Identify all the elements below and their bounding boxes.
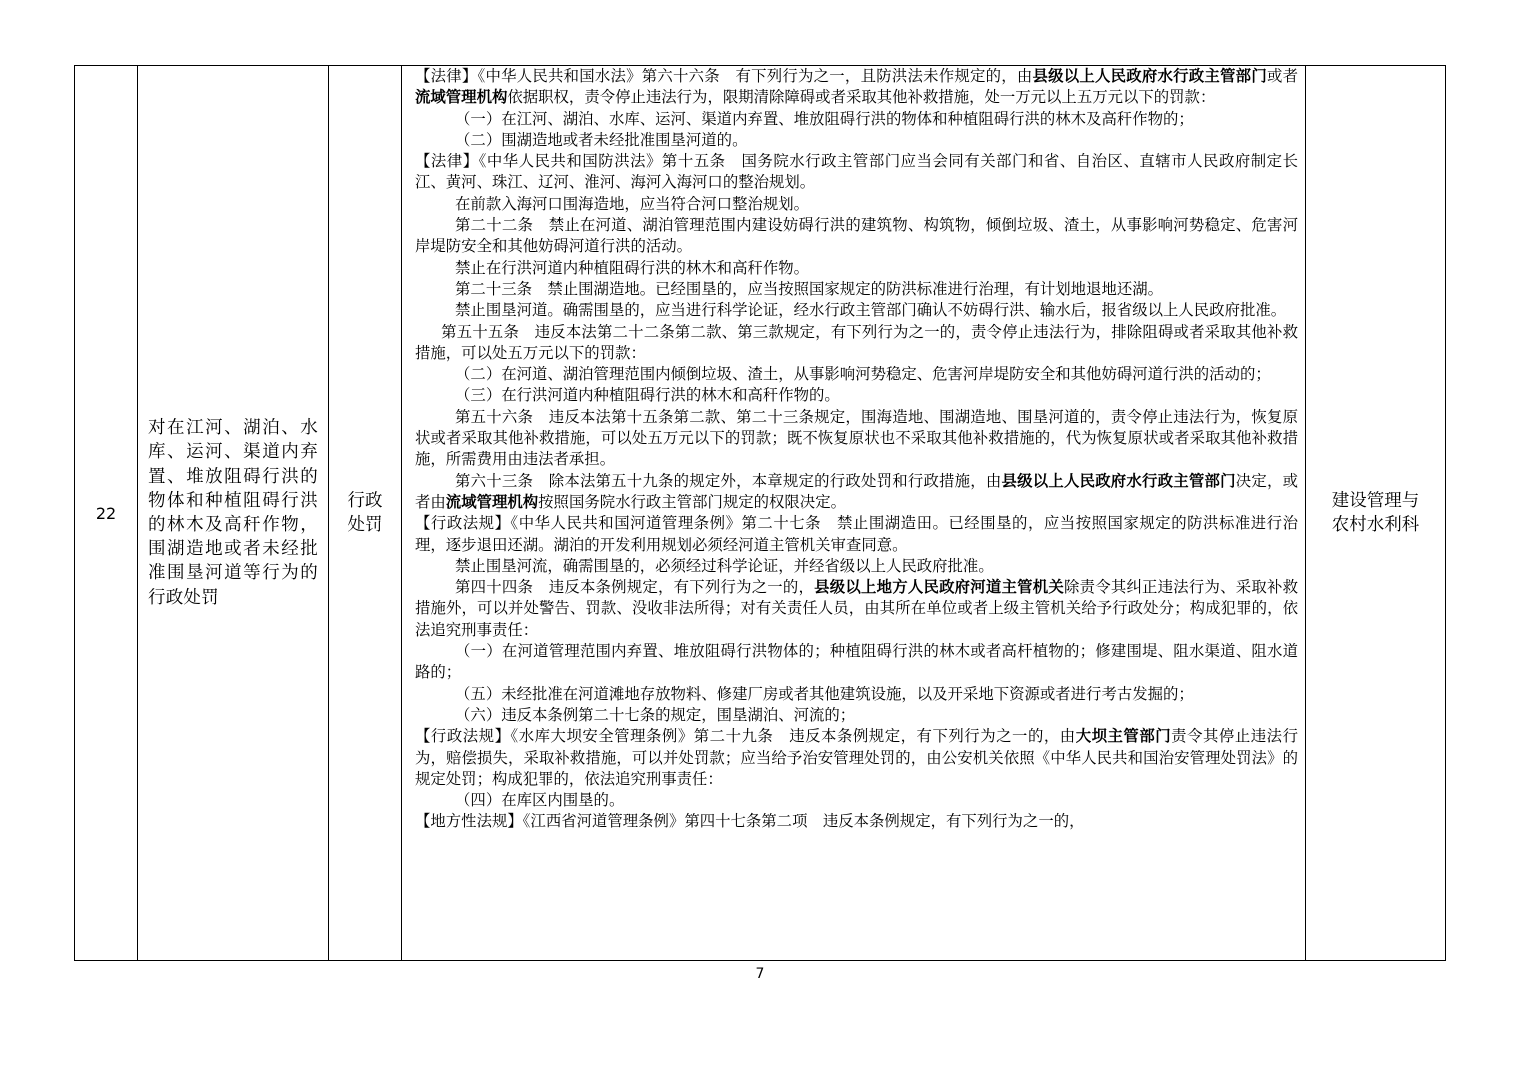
authority-highlight: 流域管理机构 [415, 88, 508, 107]
legal-text: 第二十三条 禁止围湖造地。已经围垦的，应当按照国家规定的防洪标准进行治理，有计划地退地还湖。 [455, 279, 1164, 298]
legal-basis-paragraph [415, 300, 1298, 321]
row-number-cell [75, 66, 137, 960]
legal-text: 依据职权，责令停止违法行为，限期清除障碍或者采取其他补救措施，处一万元以上五万元以下的罚款： [507, 88, 1216, 107]
legal-basis-paragraph [415, 258, 1298, 279]
row-number: 22 [95, 503, 117, 523]
legal-basis-paragraph [415, 577, 1298, 641]
legal-text: 禁止围垦河道。确需围垦的，应当进行科学论证，经水行政主管部门确认不妨碍行洪、输水后，报省级以上人民政府批准。 [455, 301, 1287, 320]
authority-highlight: 县级以上人民政府水行政主管部门 [1032, 67, 1267, 85]
item-name: 对在江河、湖泊、水库、运河、渠道内弃置、堆放阻碍行洪的物体和种植阻碍行洪的林木及高秆作物，围湖造地或者未经批准围垦河道等行为的行政处罚 [148, 418, 318, 608]
legal-basis-paragraph [415, 66, 1298, 109]
authority-highlight: 县级以上人民政府水行政主管部门 [1001, 471, 1236, 490]
legal-basis-paragraph [415, 364, 1298, 385]
legal-basis-paragraph [415, 641, 1298, 684]
legal-basis-paragraph [415, 109, 1298, 130]
authority-highlight: 县级以上地方人民政府河道主管机关 [814, 578, 1064, 597]
legal-basis-text [415, 66, 1298, 833]
legal-text: （三）在行洪河道内种植阻碍行洪的林木和高秆作物的。 [455, 386, 840, 405]
department-line1: 建设管理与 [1331, 491, 1420, 511]
legal-basis-paragraph [415, 513, 1298, 556]
legal-basis-paragraph [415, 130, 1298, 151]
department-line2: 农村水利科 [1331, 515, 1420, 535]
legal-text: 禁止在行洪河道内种植阻碍行洪的林木和高秆作物。 [455, 258, 810, 277]
penalty-type-cell [329, 66, 401, 960]
legal-text: 第六十三条 除本法第五十九条的规定外，本章规定的行政处罚和行政措施，由 [455, 471, 1002, 490]
legal-basis-paragraph [415, 471, 1298, 514]
legal-text: 责令其停止违法行为，赔偿损失，采取补救措施，可以并处罚款；应当给予治安管理处罚的，由公安机关依照《中华人民共和国治安管理处罚法》的规定处罚；构成犯罪的，依法追究刑事责任： [415, 727, 1298, 788]
legal-basis-paragraph [415, 151, 1298, 194]
legal-text: 第五十六条 违反本法第十五条第二款、第二十三条规定，围海造地、围湖造地、围垦河道的，责令停止违法行为，恢复原状或者采取其他补救措施，可以处五万元以下的罚款；既不恢复原状也不采取其他补救措施的，代为恢复原状或者采取其他补救措施，所需费用由违法者承担。 [415, 407, 1298, 469]
legal-text: 【地方性法规】《江西省河道管理条例》第四十七条第二项 违反本条例规定，有下列行为之一的， [415, 812, 1085, 831]
legal-text: 第五十五条 违反本法第二十二条第二款、第三款规定，有下列行为之一的，责令停止违法行为，排除阻碍或者采取其他补救措施，可以处五万元以下的罚款： [415, 322, 1298, 362]
authority-highlight: 大坝主管部门 [1075, 727, 1172, 746]
penalty-type-line2: 处罚 [347, 515, 383, 535]
legal-text: （一）在河道管理范围内弃置、堆放阻碍行洪物体的；种植阻碍行洪的林木或者高杆植物的；修建围堤、阻水渠道、阻水道路的； [415, 642, 1298, 682]
legal-basis-paragraph [415, 705, 1298, 726]
legal-text: 【法律】《中华人民共和国水法》第六十六条 有下列行为之一，且防洪法未作规定的，由 [415, 67, 1033, 85]
legal-text: 或者 [1266, 67, 1298, 85]
legal-basis-paragraph [415, 811, 1298, 832]
legal-text: 第二十二条 禁止在河道、湖泊管理范围内建设妨碍行洪的建筑物、构筑物，倾倒垃圾、渣土，从事影响河势稳定、危害河岸堤防安全和其他妨碍河道行洪的活动。 [415, 216, 1298, 256]
penalty-type-line1: 行政 [347, 491, 383, 511]
page-number: 7 [755, 966, 765, 982]
legal-basis-paragraph [415, 279, 1298, 300]
enforcement-table [74, 65, 1446, 961]
legal-text: （五）未经批准在河道滩地存放物料、修建厂房或者其他建筑设施，以及开采地下资源或者进行考古发掘的； [455, 684, 1194, 703]
legal-text: 【行政法规】《中华人民共和国河道管理条例》第二十七条 禁止围湖造田。已经围垦的，应当按照国家规定的防洪标准进行治理，逐步退田还湖。湖泊的开发利用规划必须经河道主管机关审查同意。 [415, 514, 1298, 554]
legal-text: （二）围湖造地或者未经批准围垦河道的。 [455, 130, 748, 149]
legal-text: 按照国务院水行政主管部门规定的权限决定。 [538, 492, 846, 511]
legal-text: 除责令其纠正违法行为、采取补救措施外，可以并处警告、罚款、没收非法所得；对有关责任人员，由其所在单位或者上级主管机关给予行政处分；构成犯罪的，依法追究刑事责任： [415, 578, 1298, 639]
legal-basis-paragraph [415, 407, 1298, 471]
legal-text: 禁止围垦河流，确需围垦的，必须经过科学论证，并经省级以上人民政府批准。 [455, 556, 994, 575]
legal-basis-paragraph [415, 215, 1298, 258]
legal-basis-paragraph [415, 790, 1298, 811]
legal-text: （一）在江河、湖泊、水库、运河、渠道内弃置、堆放阻碍行洪的物体和种植阻碍行洪的林木及高秆作物的； [455, 109, 1194, 128]
legal-basis-cell [402, 66, 1305, 960]
legal-text: 【行政法规】《水库大坝安全管理条例》第二十九条 违反本条例规定，有下列行为之一的，由 [415, 727, 1076, 746]
item-name-cell [138, 66, 328, 960]
legal-basis-paragraph [415, 684, 1298, 705]
legal-basis-paragraph [415, 194, 1298, 215]
legal-text: 决定，或者由 [415, 471, 1298, 511]
legal-text: 在前款入海河口围海造地，应当符合河口整治规划。 [455, 194, 810, 213]
legal-text: 【法律】《中华人民共和国防洪法》第十五条 国务院水行政主管部门应当会同有关部门和省、自治区、直辖市人民政府制定长江、黄河、珠江、辽河、淮河、海河入海河口的整治规划。 [415, 152, 1298, 192]
legal-basis-paragraph [415, 322, 1298, 365]
legal-text: 第四十四条 违反本条例规定，有下列行为之一的， [455, 578, 815, 597]
legal-text: （六）违反本条例第二十七条的规定，围垦湖泊、河流的； [455, 705, 856, 724]
legal-basis-paragraph [415, 385, 1298, 406]
legal-basis-paragraph [415, 726, 1298, 790]
department-cell [1306, 66, 1445, 960]
legal-basis-paragraph [415, 556, 1298, 577]
legal-text: （四）在库区内围垦的。 [455, 791, 625, 810]
authority-highlight: 流域管理机构 [445, 492, 539, 511]
legal-text: （二）在河道、湖泊管理范围内倾倒垃圾、渣土，从事影响河势稳定、危害河岸堤防安全和其他妨碍河道行洪的活动的； [455, 365, 1271, 384]
